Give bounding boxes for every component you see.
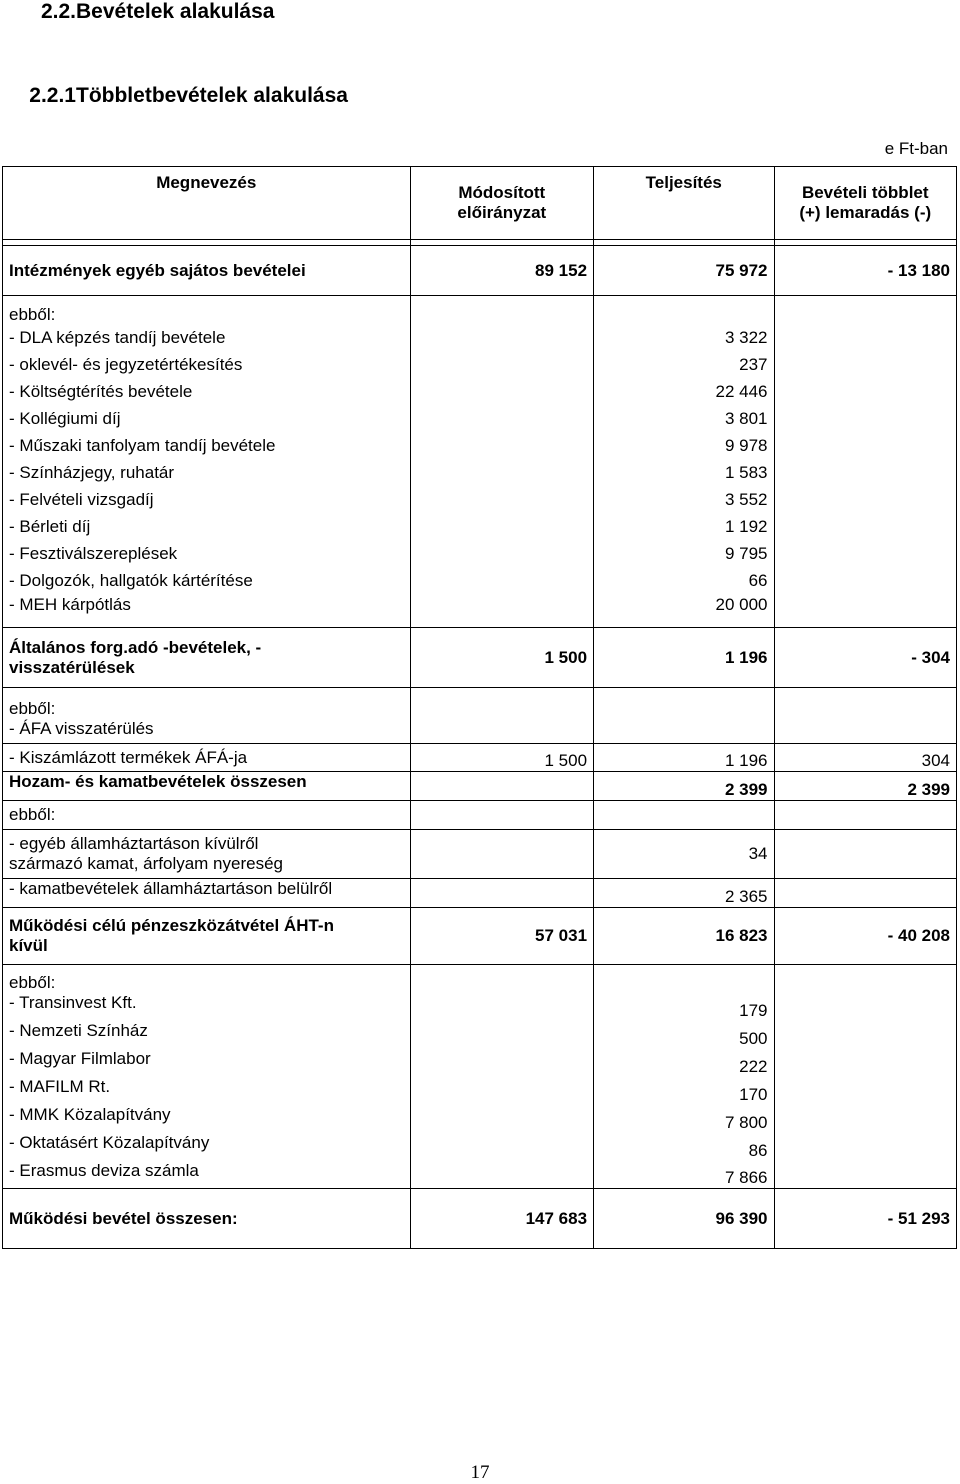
actual-value: 75 972: [594, 246, 774, 296]
header-diff: Bevételi többlet (+) lemaradás (-): [774, 167, 957, 240]
row-label: - Nemzeti Színház: [3, 1021, 411, 1049]
row-label: - Bérleti díj: [3, 514, 411, 541]
actual-value: 222: [594, 1049, 774, 1077]
table-row: [3, 830, 957, 879]
actual-value: 34: [594, 830, 774, 879]
row-label: - Műszaki tanfolyam tandíj bevétele: [3, 433, 411, 460]
actual-value: 66: [594, 568, 774, 595]
row-label: - MMK Közalapítvány: [3, 1105, 411, 1133]
table-row: [3, 1049, 957, 1077]
header-name: Megnevezés: [3, 167, 411, 240]
row-label: Általános forg.adó -bevételek, - visszatérülések: [3, 628, 411, 688]
actual-value: 237: [594, 352, 774, 379]
total-planned: 147 683: [410, 1189, 594, 1249]
table-row: [3, 325, 957, 352]
table-row: [3, 296, 957, 325]
actual-value: 1 583: [594, 460, 774, 487]
actual-value: 1 196: [594, 744, 774, 772]
planned-value: 57 031: [410, 908, 594, 965]
table-row: [3, 688, 957, 744]
row-label: - Magyar Filmlabor: [3, 1049, 411, 1077]
row-label: - Transinvest Kft.: [3, 993, 411, 1021]
row-label: - Dolgozók, hallgatók kártérítése: [3, 568, 411, 595]
ebbol-label: ebből:: [3, 801, 411, 830]
table-row: [3, 541, 957, 568]
actual-value: 2 399: [594, 772, 774, 801]
table-row: [3, 908, 957, 965]
actual-value: 1 192: [594, 514, 774, 541]
table-row: [3, 460, 957, 487]
table-row: [3, 514, 957, 541]
ebbol-label: ebből:: [3, 296, 411, 325]
row-label: - Felvételi vizsgadíj: [3, 487, 411, 514]
header-planned: Módosított előirányzat: [410, 167, 594, 240]
actual-value: 3 552: [594, 487, 774, 514]
table-row: [3, 352, 957, 379]
row-label: - oklevél- és jegyzetértékesítés: [3, 352, 411, 379]
planned-value: 89 152: [410, 246, 594, 296]
planned-value: 1 500: [410, 628, 594, 688]
table-row: [3, 1021, 957, 1049]
row-label: - MAFILM Rt.: [3, 1077, 411, 1105]
actual-value: 9 978: [594, 433, 774, 460]
section-heading: 2.2.Bevételek alakulása: [40, 0, 275, 23]
actual-value: 7 800: [594, 1105, 774, 1133]
row-label: ebből: - ÁFA visszatérülés: [3, 688, 411, 744]
table-row: [3, 1077, 957, 1105]
actual-value: 20 000: [594, 595, 774, 628]
table-row: [3, 628, 957, 688]
row-label: - egyéb államháztartáson kívülről származó kamat, árfolyam nyereség: [3, 830, 411, 879]
table-row: [3, 801, 957, 830]
row-label: - Erasmus deviza számla: [3, 1161, 411, 1189]
diff-value: - 304: [774, 628, 957, 688]
table-header-row: [3, 167, 957, 240]
actual-value: 16 823: [594, 908, 774, 965]
total-row: [3, 1189, 957, 1249]
planned-value: 1 500: [410, 744, 594, 772]
actual-value: 7 866: [594, 1161, 774, 1189]
row-label: Hozam- és kamatbevételek összesen: [3, 772, 411, 801]
row-label: - Költségtérítés bevétele: [3, 379, 411, 406]
page-number: 17: [470, 1462, 490, 1483]
actual-value: 3 801: [594, 406, 774, 433]
diff-value: 304: [774, 744, 957, 772]
subsection-heading: 2.2.1Többletbevételek alakulása: [29, 84, 348, 107]
table-row: [3, 595, 957, 628]
diff-value: 2 399: [774, 772, 957, 801]
row-label: - kamatbevételek államháztartáson belülről: [3, 879, 411, 908]
actual-value: 500: [594, 1021, 774, 1049]
table-row: [3, 744, 957, 772]
row-label: - Kollégiumi díj: [3, 406, 411, 433]
actual-value: 2 365: [594, 879, 774, 908]
actual-value: 1 196: [594, 628, 774, 688]
diff-value: - 13 180: [774, 246, 957, 296]
ebbol-label: ebből:: [3, 965, 411, 993]
table-row: [3, 879, 957, 908]
row-label: - Oktatásért Közalapítvány: [3, 1133, 411, 1161]
table-row: [3, 487, 957, 514]
total-diff: - 51 293: [774, 1189, 957, 1249]
actual-value: 3 322: [594, 325, 774, 352]
table-row: [3, 1105, 957, 1133]
row-label: - MEH kárpótlás: [3, 595, 411, 628]
total-actual: 96 390: [594, 1189, 774, 1249]
revenue-table: [2, 166, 957, 1249]
table-row: [3, 379, 957, 406]
total-label: Működési bevétel összesen:: [3, 1189, 411, 1249]
row-label: - Színházjegy, ruhatár: [3, 460, 411, 487]
row-label: Intézmények egyéb sajátos bevételei: [3, 246, 411, 296]
table-row: [3, 1133, 957, 1161]
actual-value: 22 446: [594, 379, 774, 406]
table-row: [3, 965, 957, 993]
table-row: [3, 433, 957, 460]
table-row: [3, 406, 957, 433]
row-label: Működési célú pénzeszközátvétel ÁHT-n kívül: [3, 908, 411, 965]
actual-value: 170: [594, 1077, 774, 1105]
row-label: - Kiszámlázott termékek ÁFÁ-ja: [3, 744, 411, 772]
row-label: - Fesztiválszereplések: [3, 541, 411, 568]
table-row: [3, 246, 957, 296]
header-actual: Teljesítés: [594, 167, 774, 240]
table-row: [3, 568, 957, 595]
table-row: [3, 772, 957, 801]
actual-value: 86: [594, 1133, 774, 1161]
table-row: [3, 993, 957, 1021]
unit-note: e Ft-ban: [884, 139, 948, 158]
table-row: [3, 1161, 957, 1189]
row-label: - DLA képzés tandíj bevétele: [3, 325, 411, 352]
actual-value: 179: [594, 993, 774, 1021]
actual-value: 9 795: [594, 541, 774, 568]
diff-value: - 40 208: [774, 908, 957, 965]
